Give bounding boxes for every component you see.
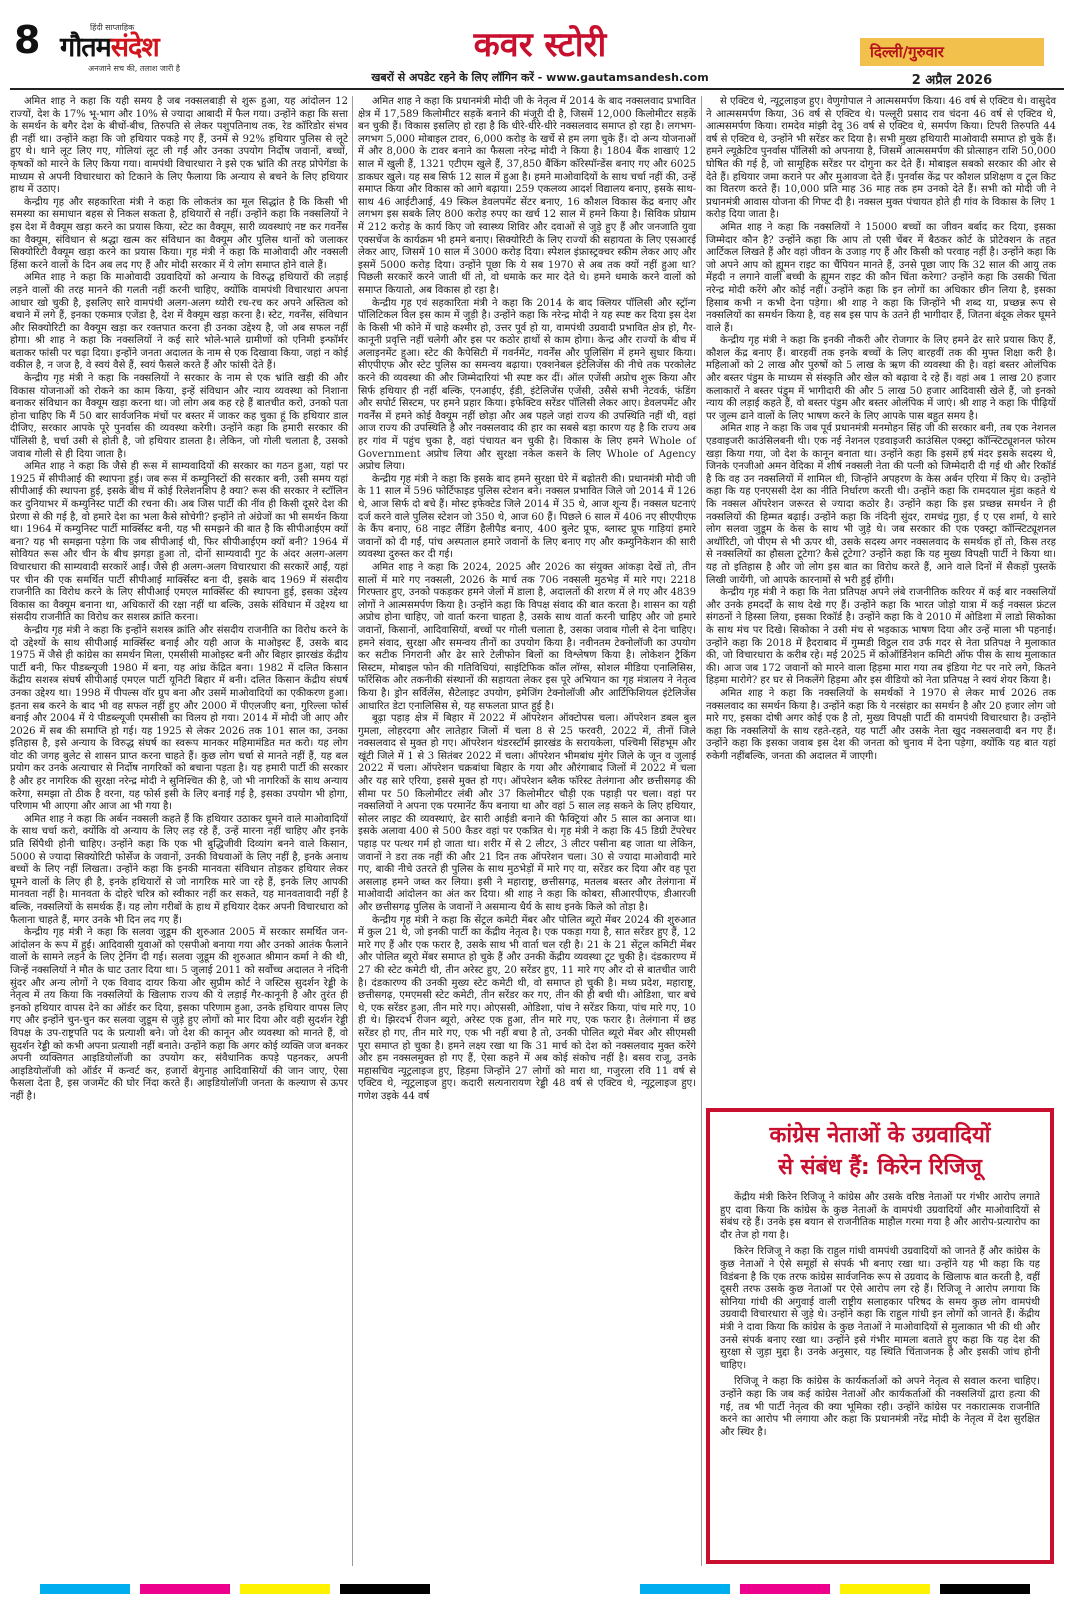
article-paragraph: अमित शाह ने कहा कि 2024, 2025 और 2026 का संयुक्त आंकड़ा देखें तो, तीन सालों में मारे गए नक्सली, 2026 के मार्च तक 706 नक्सली मुठभेड़ में मारे गए। 2218 गिरफ्तार हुए, उनको पकड़कर हमने जेलों में डाला है, अदालतों की शरण में ले गए और 4839 लोगों ने आत्मसमर्पण किया है। उन्होंने कहा कि विपक्ष संवाद की बात करता है। शासन का यही अप्रोच होना चाहिए, जो वार्ता करना चाहता है, उसके साथ वार्ता करनी चाहिए और जो हमारे जवानों, किसानों, आदिवासियों, बच्चों पर गोली चलाता है, उसका जवाब गोली से देना चाहिए। हमने संवाद, सुरक्षा और समन्वय तीनों का उपयोग किया है। नवीनतम टेक्नोलॉजी का उपयोग कर सटीक निगरानी और ढेर सारे टेलीफोन बिलों का विश्लेषण किया है। लोकेशन ट्रैकिंग सिस्टम, मोबाइल फोन की गतिविधियां, साइंटिफिक कॉल लॉग्स, सोशल मीडिया एनालिसिस, फॉरेंसिक और तकनीकी संस्थानों की सहायता लेकर इस पूरे अभियान का गृह मंत्रालय ने नेतृत्व किया है। ड्रोन सर्विलेंस, सैटेलाइट उपयोग, इमेजिंग टेक्नोलॉजी और आर्टिफिशियल इंटेलिजेंस आधारित डेटा एनालिसिस से, यह सफलता प्राप्त हुई है। bbox=[358, 561, 696, 712]
column-divider bbox=[701, 96, 702, 1566]
article-paragraph: केन्द्रीय गृह एवं सहकारिता मंत्री ने कहा कि 2014 के बाद क्लियर पॉलिसी और स्ट्रॉन्ग पॉलिटिकल विल इस काम में जुड़ी है। उन्होंने कहा कि नरेन्द्र मोदी ने यह स्पष्ट कर दिया इस देश के किसी भी कोने में चाहे कश्मीर हो, उत्तर पूर्व हो या, वामपंथी उग्रवादी प्रभावित क्षेत्र हो, गैर-कानूनी प्रवृत्ति नहीं चलेगी और इस पर कठोर हाथों से काम होगा। केन्द्र और राज्यों के बीच में अलाइनमेंट हुआ। स्टेट की कैपेसिटी में गवर्नमेंट, गवर्नेंस और पुलिसिंग में हमने सुधार किया। सीएपीएफ और स्टेट पुलिस का समन्वय बढ़ाया। एक्शनेबल इंटेलिजेंस की नीचे तक परकोलेट करने की व्यवस्था की और जिम्मेदारियां भी स्पष्ट कर दीं। ऑल एजेंसी अप्रोच शुरू किया और सिर्फ हथियार ही नहीं बल्कि, एनआईए, ईडी, इंटेलिजेंस एजेंसी, उसैसे सभी नेटवर्क, फंडिंग और सपोर्ट सिस्टम, पर हमने प्रहार किया। इफेक्टिव सरेंडर पॉलिसी लेकर आए। डेवलपमेंट और गवर्नेंस में हमने कोई वैक्यूम नहीं छोड़ा और अब पहले जहां राज्य की उपस्थिति नहीं थी, वहां आज राज्य की उपस्थिति है और नक्सलवाद की हार का सबसे बड़ा कारण यह है कि राज्य अब हर गांव में पहुंच चुका है, वहां पंचायत बन चुकी है। विकास के लिए हमने Whole of Government अप्रोच लिया और सुरक्षा नकेल कसने के लिए Whole of Agency अप्रोच लिया। bbox=[358, 297, 696, 473]
print-color-bar-yellow bbox=[840, 1584, 930, 1594]
newspaper-logo[interactable] bbox=[60, 22, 230, 74]
sidebar-paragraph: किरेन रिजिजू ने कहा कि राहुल गांधी वामपंथी उग्रवादियों को जानते हैं और कांग्रेस के कुछ नेताओं ने ऐसे समूहों से संपर्क भी बनाए रखा था। उन्होंने यह भी कहा कि यह विडंबना है कि एक तरफ कांग्रेस सार्वजनिक रूप से उग्रवाद के खिलाफ बात करती है, वहीं दूसरी तरफ उसके कुछ नेताओं पर ऐसे आरोप लग रहे हैं। रिजिजू ने आरोप लगाया कि सोनिया गांधी की अगुवाई वाली राष्ट्रीय सलाहकार परिषद के समय कुछ लोग वामपंथी उग्रवादी विचारधारा से जुड़े थे। उन्होंने कहा कि राहुल गांधी इन लोगों को जानते हैं। केंद्रीय मंत्री ने दावा किया कि कांग्रेस के कुछ नेताओं ने माओवादियों से मुलाकात भी की थी और उनसे संपर्क बनाए रखा था। उन्होंने इसे गंभीर मामला बताते हुए कहा कि यह देश की सुरक्षा से जुड़ा मुद्दा है। उनके अनुसार, यह स्थिति चिंताजनक है और इसकी जांच होनी चाहिए। bbox=[720, 1246, 1040, 1371]
city-day-label: दिल्ली/गुरुवार bbox=[860, 38, 1044, 66]
article-paragraph: अमित शाह ने कहा कि अर्बन नक्सली कहते हैं कि हथियार उठाकर घूमने वाले माओवादियों के साथ चर्चा करो, क्योंकि वो अन्याय के लिए लड़ रहे हैं, उन्हें मारना नहीं चाहिए और इनके प्रति सिंपैथी होनी चाहिए। उन्होंने कहा कि एक भी बुद्धिजीवी दिव्यांग बनने वाले किसान, 5000 से ज्यादा सिक्योरिटी फोर्सेज के जवानों, उनकी विधवाओं के लिए नहीं है, इनके अनाथ बच्चों के लिए नहीं लिखता। उन्होंने कहा कि इनकी मानवता संविधान तोड़कर हथियार लेकर घूमने वालों के लिए ही है, इनके हथियारों से जो नागरिक मारे जा रहे हैं, इनके लिए आपकी मानवता नहीं है। मानवता के दोहरे चरित्र को स्वीकार नहीं कर सकते, यह मानवतावादी नहीं है बल्कि, नक्सलियों के समर्थक हैं। यह लोग गरीबों के हाथ में हथियार देकर अपनी विचारधारा को फैलाना चाहते हैं, मगर उनके भी दिन लद गए हैं। bbox=[10, 813, 348, 926]
print-color-bar-magenta bbox=[140, 1584, 230, 1594]
article-paragraph: अमित शाह ने कहा कि माओवादी उग्रवादियों को अन्याय के विरुद्ध हथियारों की लड़ाई लड़ने वालों की तरह मानने की गलती नहीं करनी चाहिए, क्योंकि वामपंथी विचारधारा अपना आधार खो चुकी है, इसलिए सारे वामपंथी अलग-अलग थ्योरी रच-रच कर अपने अस्तित्व को बचाने में लगे हैं, इनका एकमात्र एजेंडा है, देश में वैक्यूम खड़ा करना है। स्टेट, गवर्नेंस, संविधान और सिक्योरिटी का वैक्यूम खड़ा कर रक्तपात करना ही उनका उद्देश्य है, जो अब सफल नहीं होगा। श्री शाह ने कहा कि नक्सलियों ने कई सारे भोले-भाले ग्रामीणों को एनिमी इन्फॉर्मर बताकर फांसी पर चढ़ा दिया। इन्होंने जनता अदालत के नाम से एक दिखावा किया, जहां न कोई वकील है, न जज है, वे स्वयं वैसे हैं, स्वयं फैसले करते हैं और फांसी देते हैं। bbox=[10, 272, 348, 372]
article-paragraph: बूढ़ा पहाड़ क्षेत्र में बिहार में 2022 में ऑपरेशन ऑक्टोपस चला। ऑपरेशन डबल बुल गुमला, लोहरदगा और लातेहार जिलों में चला 8 से 25 फरवरी, 2022 में, तीनों जिले नक्सलवाद से मुक्त हो गए। ऑपरेशन थंडरस्टॉर्म झारखंड के सरायकेला, पश्चिमी सिंहभूम और खूंटी जिले में 1 से 3 सितंबर 2022 में चला। ऑपरेशन भीमबांध मुंगेर जिले के जून व जुलाई 2022 में चला। ऑपरेशन चक्रबांधा बिहार के गया और औरंगाबाद जिलों में 2022 में चला और यह सारे एरिया, इससे मुक्त हो गए। ऑपरेशन ब्लैक फॉरेस्ट तेलंगाना और छत्तीसगढ़ की सीमा पर 50 किलोमीटर लंबी और 37 किलोमीटर चौड़ी एक पहाड़ी पर चला। वहां पर नक्सलियों ने अपना एक परमानेंट कैंप बनाया था और वहां 5 साल लड़ सकने के लिए हथियार, सोलर लाइट की व्यवस्थाएं, ढेर सारी आईडी बनाने की फैक्ट्रियां और 5 साल का अनाज था। इसके अलावा 400 से 500 कैडर वहां पर एकत्रित थे। गृह मंत्री ने कहा कि 45 डिग्री टेंपरेचर पहाड़ पर पत्थर गर्म हो जाता था। शरीर में से 2 लीटर, 3 लीटर पसीना बह जाता था लेकिन, जवानों ने डरा तक नहीं की और 21 दिन तक ऑपरेशन चला। 30 से ज्यादा माओवादी मारे गए, बाकी नीचे उतरते ही पुलिस के साथ मुठभेड़ों में मारे गए या, सरेंडर कर दिया और वह पूरा असलाह हमने जब्त कर लिया। इसी ने महाराष्ट्र, छत्तीसगढ़, मतलब बस्तर और तेलंगाना में माओवादी आंदोलन का अंत कर दिया। श्री शाह ने कहा कि कोबरा, सीआरपीएफ, डीआरजी और छत्तीसगढ़ पुलिस के जवानों ने असमान्य धैर्य के साथ इनके किले को तोड़ा है। bbox=[358, 713, 696, 913]
page-header bbox=[0, 0, 1074, 92]
logo-tagline: अनजाने सच की, तलाश जारी है bbox=[88, 64, 181, 73]
login-prompt[interactable]: खबरों से अपडेट रहने के लिए लॉगिन करें - www.gautamsandesh.com bbox=[371, 71, 709, 84]
page-number: 8 bbox=[14, 18, 41, 62]
print-color-bar-magenta bbox=[740, 1584, 830, 1594]
article-paragraph: केन्द्रीय गृह मंत्री ने कहा कि नेता प्रतिपक्ष अपने लंबे राजनीतिक करियर में कई बार नक्सलियों और उनके हमदर्दों के साथ देखे गए हैं। उन्होंने कहा कि भारत जोड़ो यात्रा में कई नक्सल फ्रंटल संगठनों ने हिस्सा लिया, इसका रिकॉर्ड है। उन्होंने कहा कि वे 2010 में ओडिशा में लाडो सिकोका के साथ मंच पर दिखे। सिकोका ने उसी मंच से भड़काऊ भाषण दिया और उन्हें माला भी पहनाई। उन्होंने कहा कि 2018 में हैदराबाद में गुम्मडी विट्ठल राव उर्फ गदर से नेता प्रतिपक्ष ने मुलाकात की, जो विचारधारा के करीब रहे। मई 2025 में कोऑर्डिनेशन कमिटी ऑफ पीस के साथ मुलाकात की। आज जब 172 जवानों को मारने वाला हिड़मा मारा गया तब इंडिया गेट पर नारे लगे, कितने हिड़मा मारोगे? हर घर से निकलेंगे हिड़मा और इस वीडियो को नेता प्रतिपक्ष ने स्वयं शेयर किया है। bbox=[706, 587, 1056, 687]
article-paragraph: अमित शाह ने कहा कि यही समय है जब नक्सलबाड़ी से शुरू हुआ, यह आंदोलन 12 राज्यों, देश के 17% भू-भाग और 10% से ज्यादा आबादी में फैल गया। उन्होंने कहा कि सत्ता के समर्थन के बगैर देश के बीचों-बीच, तिरुपति से लेकर पशुपतिनाथ तक, रेड कॉरिडोर संभव ही नहीं था। उन्होंने कहा कि जो हथियार पकड़े गए हैं, उनमें से 92% हथियार पुलिस से लूटे हुए थे। थाने लूट लिए गए, गोलियां लूट ली गईं और उनका उपयोग निर्दोष जवानों, बच्चों, कृषकों को मारने के लिए किया गया। वामपंथी विचारधारा ने इसे एक भ्रांति की तरह प्रोपेगेंडा के माध्यम से अपनी विचारधारा को टिकाने के लिए फैलाया कि अन्याय से बचने के लिए हथियार हाथ में उठाए। bbox=[10, 96, 348, 196]
article-paragraph: केन्द्रीय गृह मंत्री ने कहा कि सेंट्रल कमेटी मेंबर और पोलित ब्यूरो मेंबर 2024 की शुरुआत में कुल 21 थे, जो इनकी पार्टी का केंद्रीय नेतृत्व है। एक पकड़ा गया है, सात सरेंडर हुए हैं, 12 मारे गए हैं और एक फरार है, उसके साथ भी वार्ता चल रही है। 21 के 21 सेंट्रल कमिटी मेंबर और पोलित ब्यूरो मेंबर समाप्त हो चुके हैं और उनकी केंद्रीय व्यवस्था टूट चुकी है। दंडकारण्य में 27 की स्टेट कमेटी थी, तीन अरेस्ट हुए, 20 सरेंडर हुए, 11 मारे गए और दो से बातचीत जारी है। दंडकारण्य की उनकी मुख्य स्टेट कमेटी थी, वो समाप्त हो चुकी है। मध्य प्रदेश, महाराष्ट्र, छत्तीसगढ़, एमएमसी स्टेट कमेटी, तीन सरेंडर कर गए, तीन की ही बची थी। ओडिशा, चार बचे थे, एक सरेंडर हुआ, तीन मारे गए। ओएससी, ओडिशा, पांच ने सरेंडर किया, पांच मारे गए, 10 ही थे। झिरदर्भ रीजन ब्यूरो, अरेस्ट एक हुआ, तीन मारे गए, एक फरार है। तेलंगाना में छह सरेंडर हो गए, तीन मारे गए, एक भी नहीं बचा है तो, उनकी पोलित ब्यूरो मेंबर और सीएमसी पूरा समाप्त हो चुका है। हमने लक्ष्य रखा था कि 31 मार्च को देश को नक्सलवाद मुक्त करेंगे और हम नक्सलमुक्त हो गए हैं, ऐसा कहने में अब कोई संकोच नहीं है। बसव राजू, उनके महासचिव न्यूट्रलाइज हुए, हिड़मा जिन्होंने 27 लोगों को मारा था, गजुरला रवि 11 वर्ष से एक्टिव थे, न्यूट्रलाइज हुए। कदारी सत्यनारायण रेड्डी 48 वर्ष से एक्टिव थे, न्यूट्रलाइज हुए। गणेश उइके 44 वर्ष bbox=[358, 914, 696, 1102]
article-column-1 bbox=[10, 96, 348, 1566]
sidebar-story-title: कांग्रेस नेताओं के उग्रवादियों से संबंध हैं: किरेन रिजिजू bbox=[769, 1123, 991, 1180]
print-color-bar-cyan bbox=[640, 1584, 730, 1594]
sidebar-story-body bbox=[720, 1192, 1040, 1439]
article-paragraph: केन्द्रीय गृह मंत्री ने कहा कि नक्सलियों ने सरकार के नाम से एक भ्रांति खड़ी की और विकास योजनाओं को रोकने का काम किया, इन्हें संविधान और न्याय व्यवस्था को निशाना बनाकर संविधान का वैक्यूम खड़ा करना था। जो लोग अब कह रहे हैं बातचीत करो, उनको पता होना चाहिए कि मैं 50 बार सार्वजनिक मंचों पर बस्तर में जाकर कह चुका हूं कि हथियार डाल दीजिए, सरकार आपके पूरे पुनर्वास की व्यवस्था करेगी। उन्होंने कहा कि हमारी सरकार की पॉलिसी है, चर्चा उसी से होती है, जो हथियार डालता है। लेकिन, जो गोली चलाता है, उसको जवाब गोली से ही दिया जाता है। bbox=[10, 373, 348, 460]
article-paragraph: केन्द्रीय गृह मंत्री ने कहा कि इन्होंने सशस्त्र क्रांति और संसदीय राजनीति का विरोध करने के दो उद्देश्यों के साथ सीपीआई मार्क्सिस्ट बनाई और यही आज के माओइस्ट हैं, उसके बाद 1975 में जैसे ही कांग्रेस का समर्थन मिला, एमसीसी माओइस्ट बनी और बिहार झारखंड केंद्रीय पार्टी बनी, फिर पीडब्ल्यूजी 1980 में बना, यह आंध्र केंद्रित बना। 1982 में दलित किसान केंद्रीय सशस्त्र संघर्ष सीपीआई एमएल पार्टी यूनिटी बिहार में बनी। दलित किसान केंद्रीय संघर्ष उनका उद्देश्य था। 1998 में पीपल्स वॉर ग्रुप बना और उसमें माओवादियों का एकीकरण हुआ। इतना सब करने के बाद भी वह सफल नहीं हुए और 2000 में पीएलजीए बना, गुरिल्ला फोर्स बनाई और 2004 में ये पीडब्ल्यूजी एमसीसी का विलय हो गया। 2014 में मोदी जी आए और 2026 में सब की समाप्ति हो गई। यह 1925 से लेकर 2026 तक 101 साल का, उनका इतिहास है, इसे अन्याय के विरुद्ध संघर्ष का स्वरूप मानकर महिमामंडित मत करो। यह लोग वोट की जगह बुलेट से शासन प्राप्त करना चाहते हैं। कुछ लोग चर्चा से मानते नहीं हैं, यह बल प्रयोग कर उनके अत्याचार से निर्दोष नागरिकों को बचाना पड़ता है। यह हमारी पार्टी की सरकार है और हर नागरिक की सुरक्षा नरेन्द्र मोदी ने सुनिश्चित की है, जो भी नागरिकों के साथ अन्याय करेगा, समझा तो ठीक है वरना, यह फोर्स इसी के लिए बनाई गई है, इसका उपयोग भी होगा, परिणाम भी आएगा और आज आ भी गया है। bbox=[10, 624, 348, 813]
print-color-bar-black bbox=[340, 1584, 430, 1594]
logo-wordmark: गौतमसंदेश bbox=[60, 32, 159, 63]
article-paragraph: अमित शाह ने कहा कि प्रधानमंत्री मोदी जी के नेतृत्व में 2014 के बाद नक्सलवाद प्रभावित क्षेत्र में 17,589 किलोमीटर सड़कें बनाने की मंजूरी दी है, जिसमें 12,000 किलोमीटर सड़कें बन चुकी हैं। विकास इसलिए हो रहा है कि धीरे-धीरे-धीरे नक्सलवाद समाप्त हो रहा है। लगभग-लगभग 5,000 मोबाइल टावर, 6,000 करोड़ के खर्चे से हम लगा चुके हैं। दो अन्य योजनाओं में और 8,000 के टावर बनाने का फैसला नरेन्द्र मोदी ने किया है। 1804 बैंक शाखाएं 12 साल में खुली हैं, 1321 एटीएम खुले हैं, 37,850 बैंकिंग कॉरेस्पॉन्डेंस बनाए गए और 6025 डाकघर खुले। यह सब सिर्फ 12 साल में हुआ है। हमने माओवादियों के साथ चर्चा नहीं की, उन्हें समाप्त किया और विकास को आगे बढ़ाया। 259 एकलव्य आदर्श विद्यालय बनाए, इसके साथ-साथ 46 आईटीआई, 49 स्किल डेवलपमेंट सेंटर बनाए, 16 कौशल विकास केंद्र बनाए और लगभग इस सबके लिए 800 करोड़ रुपए का खर्च 12 साल में हमने किया है। सिविक प्रोग्राम में 212 करोड़ के कार्य किए जो स्वास्थ्य शिविर और दवाओं से जुड़े हुए हैं और जनजाति युवा एक्सचेंज के कार्यक्रम भी हमने बनाए। सिक्योरिटी के लिए राज्यों की सहायता के लिए एसआरई लेकर आए, जिसमें 10 साल में 3000 करोड़ दिया। स्पेशल इंफ्रास्ट्रक्चर स्कीम लेकर आए और इसमें 5000 करोड़ दिया। उन्होंने पूछा कि ये सब 1970 से अब तक क्यों नहीं हुआ था? पिछली सरकारें करने जाती थीं तो, वो धमाके कर मार देते थे। हमने धमाके करने वालों को समाप्त कियातो, अब विकास हो रहा है। bbox=[358, 96, 696, 296]
article-paragraph: केन्द्रीय गृह मंत्री ने कहा कि इसके बाद हमने सुरक्षा घेरे में बढ़ोतरी की। प्रधानमंत्री मोदी जी के 11 साल में 596 फोर्टिफाइड पुलिस स्टेशन बने। नक्सल प्रभावित जिले जो 2014 में 126 थे, आज सिर्फ दो बचे हैं। मोस्ट इफेक्टेड जिले 2014 में 35 थे, आज शून्य हैं। नक्सल घटनाएं दर्ज करने वाले पुलिस स्टेशन जो 350 थे, आज 60 हैं। पिछले 6 साल में 406 नए सीएपीएफ के कैंप बनाए, 68 नाइट लैंडिंग हैलीपैड बनाए, 400 बुलेट प्रूफ, ब्लास्ट प्रूफ गाड़ियां हमारे जवानों को दी गईं, पांच अस्पताल हमारे जवानों के लिए बनाए गए और कम्युनिकेशन की सारी व्यवस्था दुरुस्त कर दी गई। bbox=[358, 473, 696, 561]
article-paragraph: अमित शाह ने कहा कि जब पूर्व प्रधानमंत्री मनमोहन सिंह जी की सरकार बनी, तब एक नेशनल एडवाइजरी काउंसिलबनी थी। एक नई नेशनल एडवाइजरी काउंसिल एक्स्ट्रा कॉन्स्टिट्यूशनल फोरम खड़ा किया गया, जो देश के कानून बनाता था। उन्होंने कहा कि इसमें हर्ष मंदर इसके सदस्य थे, जिनके एनजीओ अमन वेदिका में शीर्ष नक्सली नेता की पत्नी को जिम्मेदारी दी गई थी और रिकॉर्ड है कि वह उन नक्सलियों में शामिल थी, जिन्होंने अपहरण के केस अर्बन एरिया में किए थे। उन्होंने कहा कि यह एनएससी देश का नीति निर्धारण करती थी। उन्होंने कहा कि रामदयाल मुंडा कहते थे कि नक्सल ऑपरेशन जरूरत से ज्यादा कठोर है। उन्होंने कहा कि इस प्रच्छन्न समर्थन ने ही नक्सलियों की हिम्मत बढ़ाई। उन्होंने कहा कि नंदिनी सुंदर, रामचंद्र गुहा, ई ए एस शर्मा, ये सारे लोग सलवा जुडूम के केस के साथ भी जुड़े थे। जब सरकार की एक एक्स्ट्रा कॉन्स्टिट्यूशनल अथॉरिटी, जो पीएम से भी ऊपर थी, उसके सदस्य अगर नक्सलवाद के समर्थक हों तो, किस तरह से नक्सलियों का हौसला टूटेगा? कैसे टूटेगा? उन्होंने कहा कि यह मुख्य विपक्षी पार्टी ने किया था। यह तो इतिहास है और जो लोग इस बात का विरोध करते हैं, आने वाले दिनों में सैकड़ों पुस्तकें लिखी जायेंगी, जो आपके कारनामों से भरी हुई होंगी। bbox=[706, 423, 1056, 586]
print-color-bar-yellow bbox=[240, 1584, 330, 1594]
article-paragraph: से एक्टिव थे, न्यूट्रलाइज हुए। वेणुगोपाल ने आत्मसमर्पण किया। 46 वर्ष से एक्टिव थे। वासुदेव ने आत्मसमर्पण किया, 36 वर्ष से एक्टिव थे। पल्लूरी प्रसाद राव चंदना 46 वर्ष से एक्टिव थे, आत्मसमर्पण किया। रामदेव मांझी देवू 36 वर्ष से एक्टिव थे, समर्पण किया। टिपरी तिरुपति 44 वर्ष से एक्टिव थे, उन्होंने भी सरेंडर कर दिया है। सभी मुख्य हथियारी माओवादी समाप्त हो चुके हैं। हमने ल्यूक्रेटिव पुनर्वास पॉलिसी को अपनाया है, जिसमें आत्मसमर्पण की प्रोत्साहन राशि 50,000 घोषित की गई है, जो सामूहिक सरेंडर पर दोगुना कर देते हैं। मोबाइल सबको सरकार की ओर से देते हैं। हथियार जमा कराने पर और मुआवजा देते हैं। पुनर्वास केंद्र पर कौशल प्रशिक्षण व टूल किट का वितरण करते हैं। 10,000 प्रति माह 36 माह तक हम उनको देते हैं। सभी को मोदी जी ने प्रधानमंत्री आवास योजना की गिफ्ट दी है। नक्सल मुक्त पंचायत होते ही गांव के विकास के लिए 1 करोड़ दिया जाता है। bbox=[706, 96, 1056, 221]
article-paragraph: अमित शाह ने कहा कि नक्सलियों ने 15000 बच्चों का जीवन बर्बाद कर दिया, इसका जिम्मेदार कौन है? उन्होंने कहा कि आप तो एसी चेंबर में बैठकर कोर्ट के प्रोटेक्शन के तहत आर्टिकल लिखते हैं और वहां जीवन के उजाड़ गए हैं और किसी को परवाह नहीं है। उन्होंने कहा कि जो अपने आप को ह्यूमन राइट का चैंपियन मानते हैं, उनसे पूछा जाए कि 32 साल की आयु तक मेंहदी न लगाने वाली बच्ची के ह्यूमन राइट की कौन चिंता करेगा? उन्होंने कहा कि उसकी चिंता नरेन्द्र मोदी करेंगे और कोई नहीं। उन्होंने कहा कि इन लोगों का अधिकार छीन लिया है, इसका हिसाब कभी न कभी देना पड़ेगा। श्री शाह ने कहा कि जिन्होंने भी शब्द या, प्रच्छन्न रूप से नक्सलियों का समर्थन किया है, वह सब इस पाप के उतने ही भागीदार हैं, जितना बंदूक लेकर घूमने वाले हैं। bbox=[706, 221, 1056, 334]
sidebar-paragraph: रिजिजू ने कहा कि कांग्रेस के कार्यकर्ताओं को अपने नेतृत्व से सवाल करना चाहिए। उन्होंने कहा कि जब कई कांग्रेस नेताओं और कार्यकर्ताओं की नक्सलियों द्वारा हत्या की गई, तब भी पार्टी नेतृत्व की क्या भूमिका रही। उन्होंने कांग्रेस पर नकारात्मक राजनीति करने का आरोप भी लगाया और कहा कि प्रधानमंत्री नरेंद्र मोदी के नेतृत्व में देश सुरक्षित और स्थिर है। bbox=[720, 1376, 1040, 1438]
sidebar-paragraph: केंद्रीय मंत्री किरेन रिजिजू ने कांग्रेस और उसके वरिष्ठ नेताओं पर गंभीर आरोप लगाते हुए दावा किया कि कांग्रेस के कुछ नेताओं के वामपंथी उग्रवादियों और माओवादियों से संबंध रहे हैं। उनके इस बयान से राजनीतिक माहौल गरमा गया है और आरोप-प्रत्यारोप का दौर तेज हो गया है। bbox=[720, 1192, 1040, 1241]
issue-date: 2 अप्रैल 2026 bbox=[911, 73, 993, 88]
logo-top-label: हिंदी साप्ताहिक bbox=[90, 23, 135, 32]
print-color-bar-cyan bbox=[40, 1584, 130, 1594]
article-paragraph: अमित शाह ने कहा कि नक्सलियों के समर्थकों ने 1970 से लेकर मार्च 2026 तक नक्सलवाद का समर्थन किया है। उन्होंने कहा कि ये नरसंहार का समर्थन है और 20 हजार लोग जो मारे गए, इसका दोषी अगर कोई एक है तो, मुख्य विपक्षी पार्टी की वामपंथी विचारधारा है। उन्होंने कहा कि नक्सलियों के साथ रहते-रहते, यह पार्टी और उसके नेता खुद नक्सलवादी बन गए हैं। उन्होंने कहा कि इसका जवाब इस देश की जनता को चुनाव में देना पड़ेगा, क्योंकि यह बात यहां रुकेगी नहींबल्कि, जनता की अदालत में जाएगी। bbox=[706, 687, 1056, 762]
sidebar-story-box bbox=[706, 1108, 1054, 1564]
article-column-2 bbox=[358, 96, 696, 1566]
article-paragraph: केन्द्रीय गृह और सहकारिता मंत्री ने कहा कि लोकतंत्र का मूल सिद्धांत है कि किसी भी समस्या का समाधान बहस से निकल सकता है, हथियारों से नहीं। उन्होंने कहा कि नक्सलियों ने इस देश में वैक्यूम खड़ा करने का प्रयास किया, स्टेट का वैक्यूम, सारी व्यवस्थाएं नष्ट कर गवर्नेंस का वैक्यूम, संविधान से श्रद्धा खत्म कर संविधान का वैक्यूम और पुलिस थानों को जलाकर सिक्योरिटी वैक्यूम खड़ा करने का प्रयास किया। गृह मंत्री ने कहा कि माओवादी और नक्सली हिंसा करने वालों के दिन अब लद गए हैं और मोदी सरकार में ये लोग समाप्त होने वाले हैं। bbox=[10, 196, 348, 271]
column-divider bbox=[352, 96, 353, 1566]
print-color-bar-black bbox=[940, 1584, 1030, 1594]
section-title: कवर स्टोरी bbox=[473, 25, 607, 65]
article-paragraph: अमित शाह ने कहा कि जैसे ही रूस में साम्यवादियों की सरकार का गठन हुआ, यहां पर 1925 में सीपीआई की स्थापना हुई। जब रूस में कम्युनिस्टों की सरकार बनी, उसी समय यहां सीपीआई की स्थापना हुई, इसके बीच में कोई रिलेशनशिप है क्या? रूस की सरकार ने स्टॉलिन कर दुनियाभर में कम्युनिस्ट पार्टी की रचना की। अब जिस पार्टी की नींव ही किसी दूसरे देश की प्रेरणा से की गई है, वो हमारे देश का भला कैसे सोचेगी? इन्होंने तो अंग्रेजों का भी समर्थन किया था। 1964 में कम्युनिस्ट पार्टी मार्क्सिस्ट बनी, यह भी समझने की बात है कि सीपीआईएम क्यों बना? यह भी समझना पड़ेगा कि जब सीपीआई थी, फिर सीपीआईएम क्यों बनी? 1964 में सोवियत रूस और चीन के बीच झगड़ा हुआ तो, दोनों साम्यवादी गुट के अंदर अलग-अलग विचारधारा की साम्यवादी सरकारें आईं। जैसे ही अलग-अलग विचारधारा की सरकारें आईं, यहां पर चीन की एक समर्थित पार्टी सीपीआई मार्क्सिस्ट बना दी, इसके बाद 1969 में संसदीय राजनीति का विरोध करने के लिए सीपीआई एमएल मार्क्सिस्ट की स्थापना हुई, इसका उद्देश्य विकास का वैक्यूम बनाना था, अधिकारों की रक्षा नहीं था बल्कि, उसके संविधान में उद्देश्य था संसदीय राजनीति का विरोध कर सशस्त्र क्रांति करना। bbox=[10, 461, 348, 624]
header-divider bbox=[10, 88, 1064, 90]
article-paragraph: केन्द्रीय गृह मंत्री ने कहा कि सलवा जुडूम की शुरुआत 2005 में सरकार समर्थित जन-आंदोलन के रूप में हुई। आदिवासी युवाओं को एसपीओ बनाया गया और उनको आतंक फैलाने वालों के सामने लड़ने के लिए ट्रेनिंग दी गई। सलवा जुडूम की शुरुआत श्रीमान कर्मा ने की थी, जिन्हें नक्सलियों ने मौत के घाट उतार दिया था। 5 जुलाई 2011 को सर्वोच्च अदालत ने नंदिनी सुंदर और अन्य लोगों ने एक विवाद दायर किया और सुप्रीम कोर्ट ने जस्टिस सुदर्शन रेड्डी के नेतृत्व में तय किया कि नक्सलियों के खिलाफ राज्य की ये लड़ाई गैर-कानूनी है और तुरंत ही इनको हथियार वापस देने का ऑर्डर कर दिया, इसका परिणाम हुआ, उनके हथियार वापस लिए गए और इन्होंने चुन-चुन कर सलवा जुडूम से जुड़े हुए लोगों को मार दिया और वही सुदर्शन रेड्डी विपक्ष के उप-राष्ट्रपति पद के प्रत्याशी बने। जो देश की कानून और व्यवस्था को मानते हैं, वो सुदर्शन रेड्डी को कभी अपना प्रत्याशी नहीं बनाते। उन्होंने कहा कि अगर कोई व्यक्ति जज बनकर अपनी व्यक्तिगत आइडियोलॉजी का उपयोग कर, संवैधानिक कपड़े पहनकर, अपनी आइडियोलॉजी को ऑर्डर में कन्वर्ट कर, हजारों बेगुनाह आदिवासियों की जान जाए, ऐसा फैसला देता है, इस जजमेंट की घोर निंदा करते हैं। आइडियोलॉजी जनता के कल्याण से ऊपर नहीं है। bbox=[10, 927, 348, 1102]
article-paragraph: केन्द्रीय गृह मंत्री ने कहा कि इनकी नौकरी और रोजगार के लिए हमने ढेर सारे प्रयास किए हैं, कौशल केंद्र बनाए हैं। बारहवीं तक इनके बच्चों के लिए बारहवीं तक की मुफ्त शिक्षा करी है। महिलाओं को 2 लाख और पुरुषों को 5 लाख के ऋण की व्यवस्था की है। वहां बस्तर ओलंपिक और बस्तर पंडुम के माध्यम से संस्कृति और खेल को बढ़ावा दे रहे हैं। वहां अब 1 लाख 20 हजार कलाकारों ने बस्तर पंडुम में भागीदारी की और 5 लाख 50 हजार आदिवासी खेले हैं, जो इनको न्याय की लड़ाई कहते हैं, वो बस्तर पंडुम और बस्तर ओलंपिक में जाएं। श्री शाह ने कहा कि पीढ़ियों पर जुल्म ढाने वालों के लिए भाषण करने के लिए आपके पास बहुत समय है। bbox=[706, 335, 1056, 422]
